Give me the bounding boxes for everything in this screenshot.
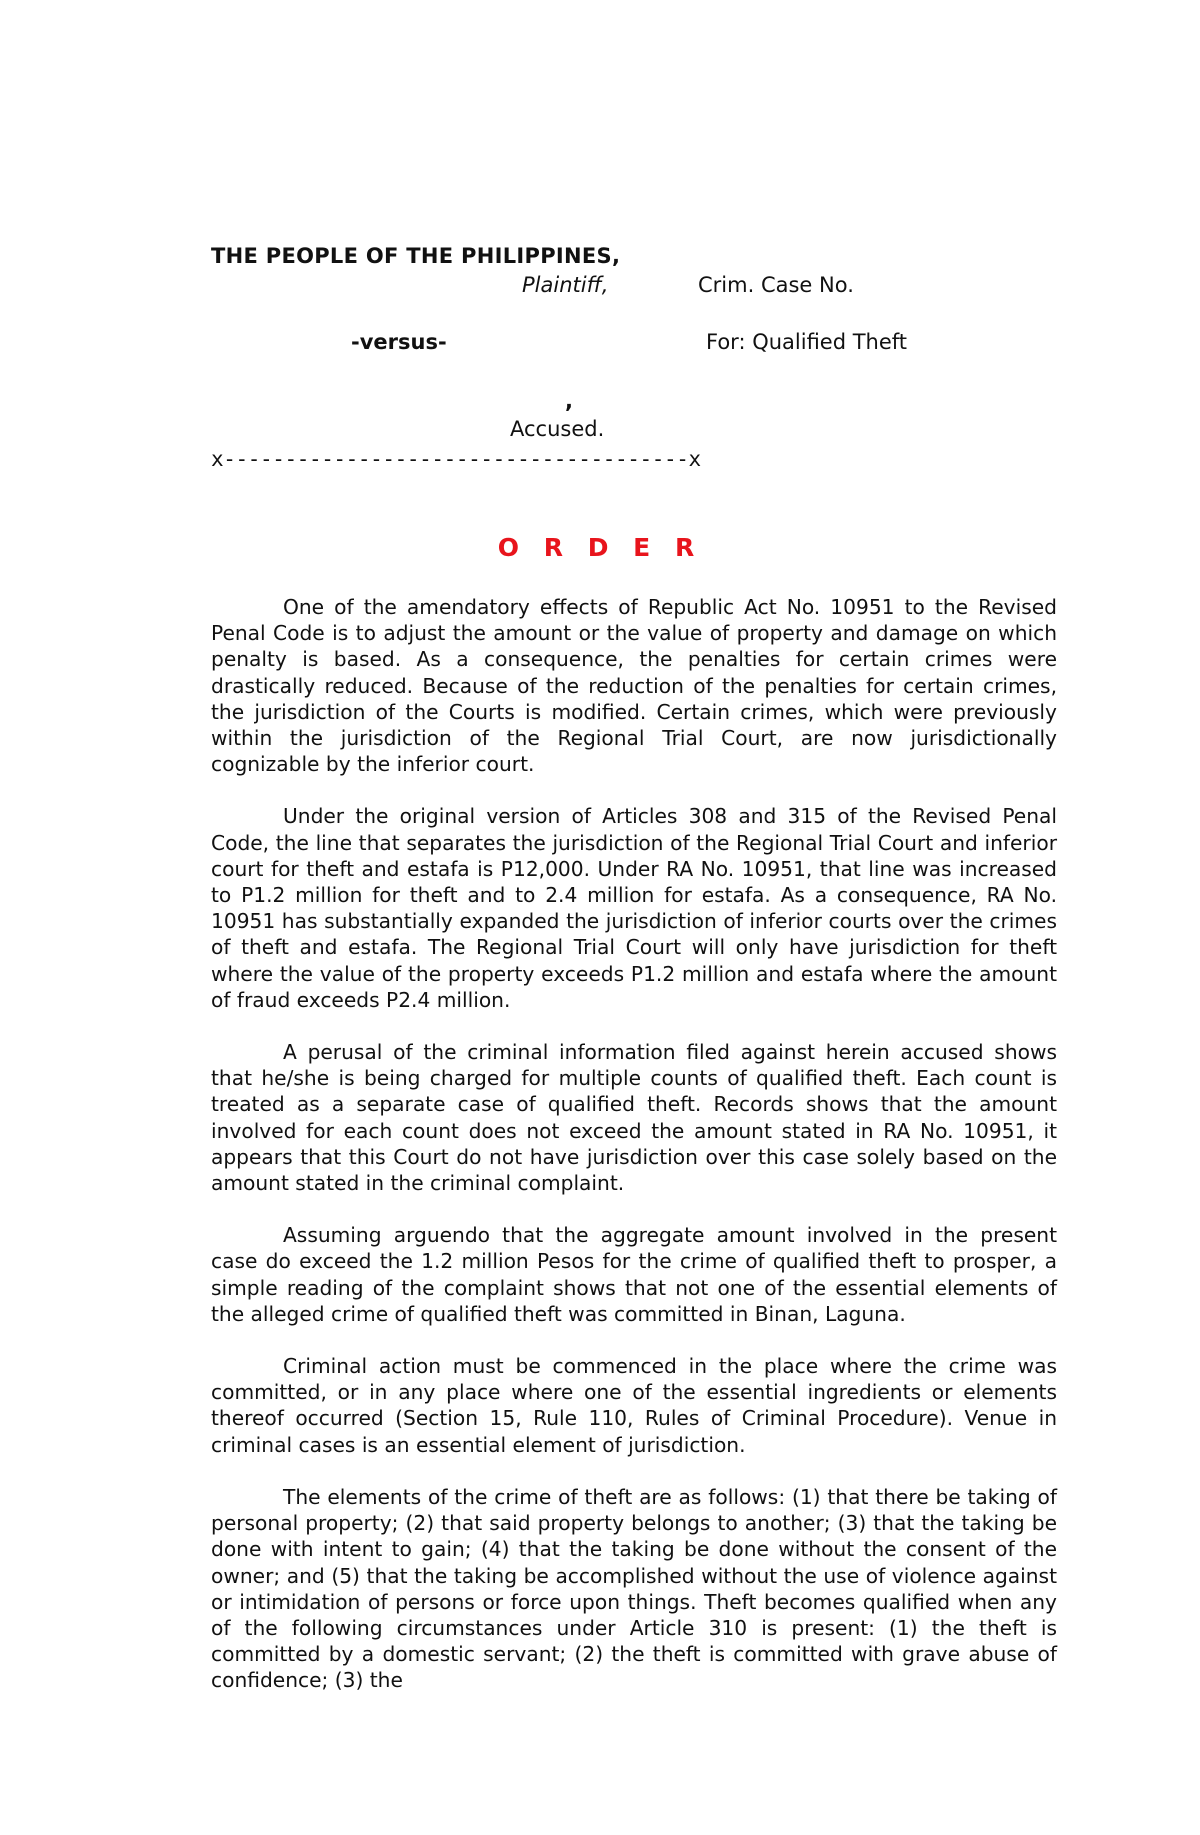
caption-accused-name-blank: , (565, 389, 573, 413)
caption-divider: x--------------------------------------x (211, 447, 701, 471)
paragraph: A perusal of the criminal information filed against herein accused shows that he/she is being charged for multiple counts of qualified theft. Each count is treated as a separate case of qualified theft. Records shows that the amount involved for each count does not exceed the amount stated in RA No. 10951, it appears that this Court do not have jurisdiction over this case solely based on the amount stated in the criminal complaint. (211, 1040, 1057, 1196)
paragraph: Under the original version of Articles 308 and 315 of the Revised Penal Code, the line that separates the jurisdiction of the Regional Trial Court and inferior court for theft and estafa is P12,000. Under RA No. 10951, that line was increased to P1.2 million for theft and to 2.4 million for estafa. As a consequence, RA No. 10951 has substantially expanded the jurisdiction of inferior courts over the crimes of theft and estafa. The Regional Trial Court will only have jurisdiction for theft where the value of the property exceeds P1.2 million and estafa where the amount of fraud exceeds P2.4 million. (211, 804, 1057, 1012)
paragraph: Assuming arguendo that the aggregate amount involved in the present case do exceed the 1.2 million Pesos for the crime of qualified theft to prosper, a simple reading of the complaint shows that not one of the essential elements of the alleged crime of qualified theft was committed in Binan, Laguna. (211, 1223, 1057, 1326)
paragraph: Criminal action must be commenced in the place where the crime was committed, or in any place where one of the essential ingredients or elements thereof occurred (Section 15, Rule 110, Rules of Criminal Procedure). Venue in criminal cases is an essential element of jurisdiction. (211, 1354, 1057, 1457)
caption-case-number: Crim. Case No. (698, 273, 854, 297)
paragraph: One of the amendatory effects of Republic Act No. 10951 to the Revised Penal Code is to adjust the amount or the value of property and damage on which penalty is based. As a consequence, the penalties for certain crimes were drastically reduced. Because of the reduction of the penalties for certain crimes, the jurisdiction of the Courts is modified. Certain crimes, which were previously within the jurisdiction of the Regional Trial Court, are now jurisdictionally cognizable by the inferior court. (211, 595, 1057, 777)
caption-plaintiff-party: THE PEOPLE OF THE PHILIPPINES, (211, 244, 621, 268)
order-title: O R D E R (497, 533, 703, 562)
caption-offense: For: Qualified Theft (706, 330, 908, 354)
caption-plaintiff-label: Plaintiff, (522, 273, 609, 297)
order-body (211, 594, 1057, 1720)
caption-versus: -versus- (351, 330, 447, 354)
paragraph: The elements of the crime of theft are as follows: (1) that there be taking of personal property; (2) that said property belongs to another; (3) that the taking be done with intent to gain; (4) that the taking be done without the consent of the owner; and (5) that the taking be accomplished without the use of violence against or intimidation of persons or force upon things. Theft becomes qualified when any of the following circumstances under Article 310 is present: (1) the theft is committed by a domestic servant; (2) the theft is committed with grave abuse of confidence; (3) the (211, 1484, 1057, 1693)
caption-accused-label: Accused. (510, 417, 605, 441)
